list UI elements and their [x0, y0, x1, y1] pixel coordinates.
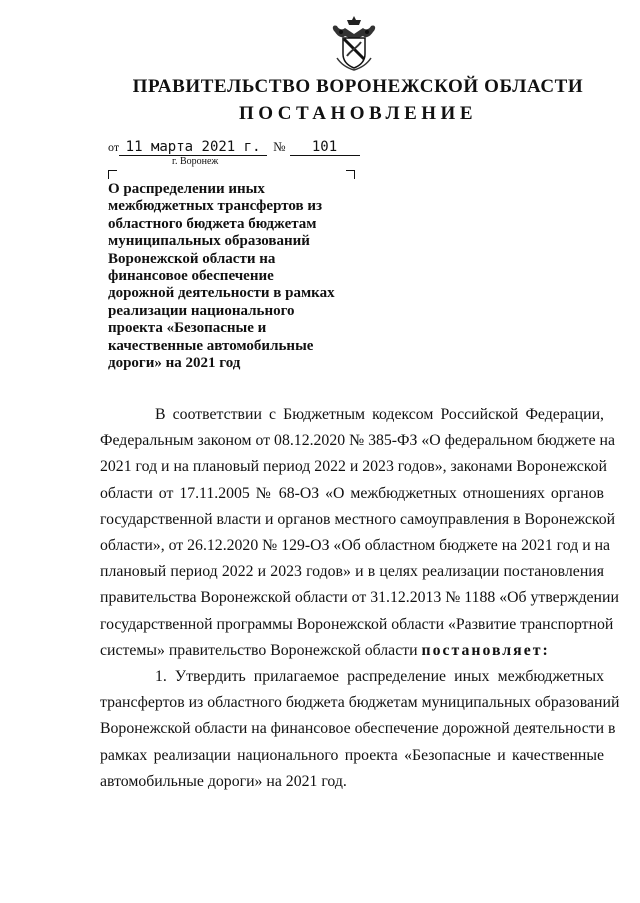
bracket-corner-left — [108, 170, 117, 179]
preamble-line-last — [100, 638, 604, 664]
preamble-line: Федеральным законом от 08.12.2020 № 385-ФЗ «О федеральном бюджете на — [100, 432, 615, 450]
item-line: 1. Утвердить прилагаемое распределение иных межбюджетных — [155, 668, 604, 685]
item-line: трансфертов из областного бюджета бюджетам муниципальных образований — [100, 694, 620, 712]
subject-line: муниципальных образований — [108, 233, 310, 250]
item-line: Воронежской области на финансовое обеспечение дорожной деятельности в — [100, 720, 616, 738]
subject-line: межбюджетных трансфертов из — [108, 198, 323, 215]
subject-line: качественные автомобильные — [108, 337, 314, 354]
preamble-line: В соответствии с Бюджетным кодексом Российской Федерации, — [155, 406, 604, 423]
subject-line: реализации национального — [108, 302, 295, 319]
preamble-line: государственной программы Воронежской области «Развитие транспортной — [100, 615, 614, 633]
preamble-last-text: системы» правительство Воронежской области — [100, 641, 418, 659]
document-date: 11 марта 2021 г. — [119, 139, 267, 156]
preamble-line: области от 17.11.2005 № 68-ОЗ «О межбюджетных отношениях органов — [100, 484, 604, 502]
item-line: автомобильные дороги» на 2021 год. — [100, 772, 347, 790]
resolves-word: постановляет: — [421, 641, 550, 659]
date-prefix: от — [108, 140, 120, 154]
document-type: ПОСТАНОВЛЕНИЕ — [238, 103, 478, 124]
subject-line: дороги» на 2021 год — [108, 355, 241, 372]
preamble-line: плановый период 2022 и 2023 годов» и в целях реализации постановления — [100, 563, 604, 581]
item-line: рамках реализации национального проекта «Безопасные и качественные — [100, 746, 604, 764]
preamble-line: правительства Воронежской области от 31.12.2013 № 1188 «Об утверждении — [100, 589, 619, 607]
preamble-line: 2021 год и на плановый период 2022 и 2023 годов», законами Воронежской — [100, 458, 607, 476]
document-meta — [108, 139, 360, 156]
subject-line: финансовое обеспечение — [108, 268, 274, 285]
bracket-corner-right — [346, 170, 355, 179]
preamble-paragraph — [100, 402, 619, 664]
number-sign: № — [273, 139, 286, 154]
subject-line: Воронежской области на — [108, 250, 276, 267]
document-number: 101 — [290, 139, 360, 156]
government-title: ПРАВИТЕЛЬСТВО ВОРОНЕЖСКОЙ ОБЛАСТИ — [132, 76, 584, 97]
subject-line: областного бюджета бюджетам — [108, 215, 317, 232]
preamble-line: области», от 26.12.2020 № 129-ОЗ «Об областном бюджете на 2021 год и на — [100, 536, 611, 554]
preamble-line: государственной власти и органов местного самоуправления в Воронежской — [100, 510, 616, 528]
item-1-paragraph — [100, 664, 620, 795]
subject-line: О распределении иных — [108, 181, 265, 197]
document-subject — [108, 181, 353, 372]
coat-of-arms-icon — [329, 12, 379, 72]
subject-line: проекта «Безопасные и — [108, 320, 267, 337]
subject-line: дорожной деятельности в рамках — [108, 285, 335, 302]
document-city: г. Воронеж — [172, 156, 219, 167]
